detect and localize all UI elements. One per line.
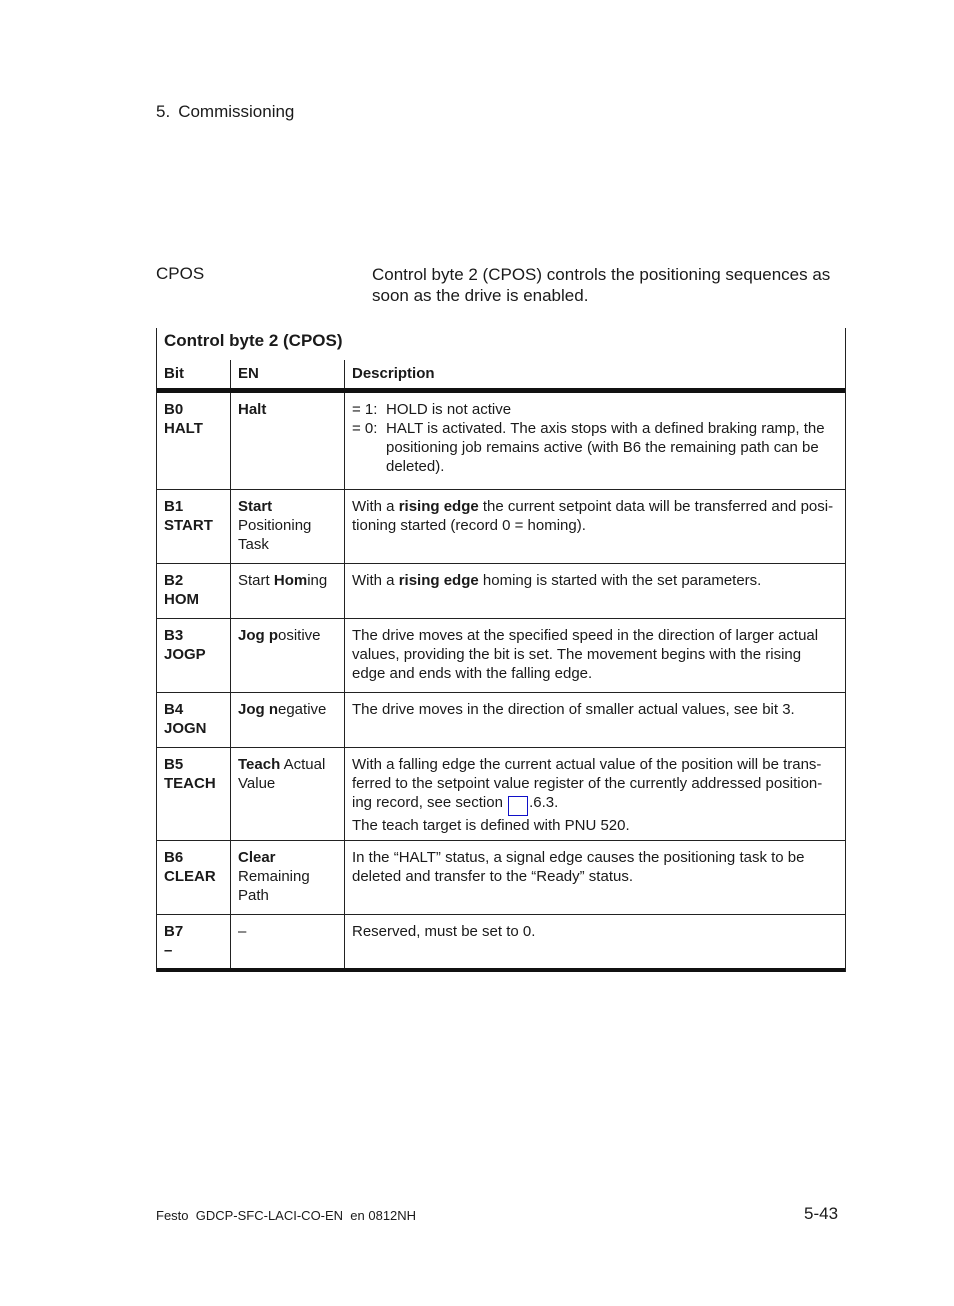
bit-abbreviation: TEACH bbox=[164, 775, 216, 792]
table-row bbox=[157, 564, 845, 619]
bit-number: B2 bbox=[164, 572, 184, 589]
section-intro-text: Control byte 2 (CPOS) controls the positioning sequences as soon as the drive is enabled. bbox=[372, 265, 831, 305]
bit-number: B5 bbox=[164, 756, 184, 773]
desc-post: homing is started with the set parameters. bbox=[478, 572, 762, 589]
bit-number: B4 bbox=[164, 701, 184, 718]
description-cell bbox=[344, 393, 845, 489]
bit-abbreviation: CLEAR bbox=[164, 868, 216, 885]
desc-pre: With a falling edge the current actual value of the position will be trans-ferred to the setpoint value register of the currently addressed position-ing record, see section bbox=[352, 756, 823, 811]
table-row bbox=[157, 915, 845, 972]
page-header bbox=[156, 102, 294, 122]
table-row bbox=[157, 393, 845, 490]
bit-abbreviation: HOM bbox=[164, 591, 199, 608]
section-link[interactable] bbox=[508, 796, 528, 816]
en-cell bbox=[230, 564, 344, 618]
en-pre: Start bbox=[238, 572, 274, 589]
desc-post: .6.3. bbox=[529, 794, 559, 811]
en-post: egative bbox=[278, 701, 327, 718]
description-cell: Reserved, must be set to 0. bbox=[344, 915, 845, 968]
bit-abbreviation: – bbox=[164, 942, 173, 959]
en-bold: Hom bbox=[273, 572, 308, 589]
description-cell: The drive moves at the specified speed in the direction of larger actual values, providing the bit is set. The movement begins with the rising edge and ends with the falling edge. bbox=[344, 619, 845, 692]
bit-abbreviation: JOGN bbox=[164, 720, 207, 737]
table-title: Control byte 2 (CPOS) bbox=[164, 331, 343, 350]
description-paragraph: The teach target is defined with PNU 520. bbox=[352, 817, 630, 834]
en-cell bbox=[230, 841, 344, 914]
bit-abbreviation: JOGP bbox=[164, 646, 206, 663]
bit-cell bbox=[157, 748, 230, 840]
page-number: 5-43 bbox=[804, 1204, 839, 1223]
column-header-description: Description bbox=[344, 360, 845, 388]
en-cell bbox=[230, 748, 344, 840]
column-header-en: EN bbox=[230, 360, 344, 388]
footer-doc-id: Festo GDCP-SFC-LACI-CO-EN en 0812NH bbox=[156, 1208, 417, 1223]
description-cell bbox=[344, 564, 845, 618]
en-rest: Remaining Path bbox=[238, 868, 310, 904]
bit-abbreviation: START bbox=[164, 517, 213, 534]
en-cell bbox=[230, 619, 344, 692]
value-text: HOLD is not active bbox=[386, 401, 512, 418]
desc-bold: rising edge bbox=[398, 572, 479, 589]
description-cell bbox=[344, 490, 845, 563]
description-cell: In the “HALT” status, a signal edge causes the positioning task to be deleted and transfer to the “Ready” status. bbox=[344, 841, 845, 914]
en-bold: Halt bbox=[238, 401, 267, 418]
table-row bbox=[157, 841, 845, 915]
desc-post: the current setpoint data will be transferred and posi-tioning started (record 0 = homing). bbox=[352, 498, 834, 534]
en-bold: Clear bbox=[238, 849, 276, 866]
bit-number: B0 bbox=[164, 401, 184, 418]
table-row bbox=[157, 490, 845, 564]
description-line bbox=[352, 419, 838, 476]
description-paragraph bbox=[352, 755, 838, 816]
bit-cell bbox=[157, 841, 230, 914]
en-bold: Teach bbox=[238, 756, 281, 773]
en-cell bbox=[230, 393, 344, 489]
en-cell bbox=[230, 915, 344, 968]
chapter-number: 5. bbox=[156, 102, 171, 121]
description-cell bbox=[344, 748, 845, 840]
bit-cell bbox=[157, 619, 230, 692]
value-text: HALT is activated. The axis stops with a defined braking ramp, the positioning job remains active (with B6 the remaining path can be deleted). bbox=[386, 420, 825, 475]
bit-abbreviation: HALT bbox=[164, 420, 203, 437]
bit-number: B1 bbox=[164, 498, 184, 515]
en-post: Actual Value bbox=[238, 756, 326, 792]
en-post: ositive bbox=[278, 627, 321, 644]
desc-pre: With a bbox=[352, 498, 399, 515]
section-label: CPOS bbox=[156, 264, 205, 283]
column-header-bit: Bit bbox=[164, 365, 184, 382]
en-rest: Positioning Task bbox=[238, 517, 312, 553]
value-key: = 1: bbox=[352, 401, 378, 418]
table-row bbox=[157, 693, 845, 748]
bit-cell bbox=[157, 490, 230, 563]
bit-number: B6 bbox=[164, 849, 184, 866]
desc-bold: rising edge bbox=[398, 498, 479, 515]
en-bold: Start bbox=[238, 498, 273, 515]
en-bold: Jog p bbox=[238, 627, 278, 644]
bit-number: B3 bbox=[164, 627, 184, 644]
table-row bbox=[157, 748, 845, 841]
bit-cell bbox=[157, 693, 230, 747]
bit-cell bbox=[157, 915, 230, 968]
en-post: – bbox=[238, 923, 247, 940]
desc-pre: With a bbox=[352, 572, 399, 589]
control-byte-table bbox=[156, 328, 846, 972]
en-cell bbox=[230, 693, 344, 747]
value-key: = 0: bbox=[352, 420, 378, 437]
en-bold: Jog n bbox=[238, 701, 278, 718]
bit-cell bbox=[157, 393, 230, 489]
table-header-row bbox=[157, 360, 845, 393]
description-cell: The drive moves in the direction of smaller actual values, see bit 3. bbox=[344, 693, 845, 747]
table-row bbox=[157, 619, 845, 693]
en-post: ing bbox=[307, 572, 328, 589]
bit-cell bbox=[157, 564, 230, 618]
en-cell bbox=[230, 490, 344, 563]
bit-number: B7 bbox=[164, 923, 184, 940]
chapter-title: Commissioning bbox=[178, 102, 295, 121]
description-line bbox=[352, 400, 838, 419]
